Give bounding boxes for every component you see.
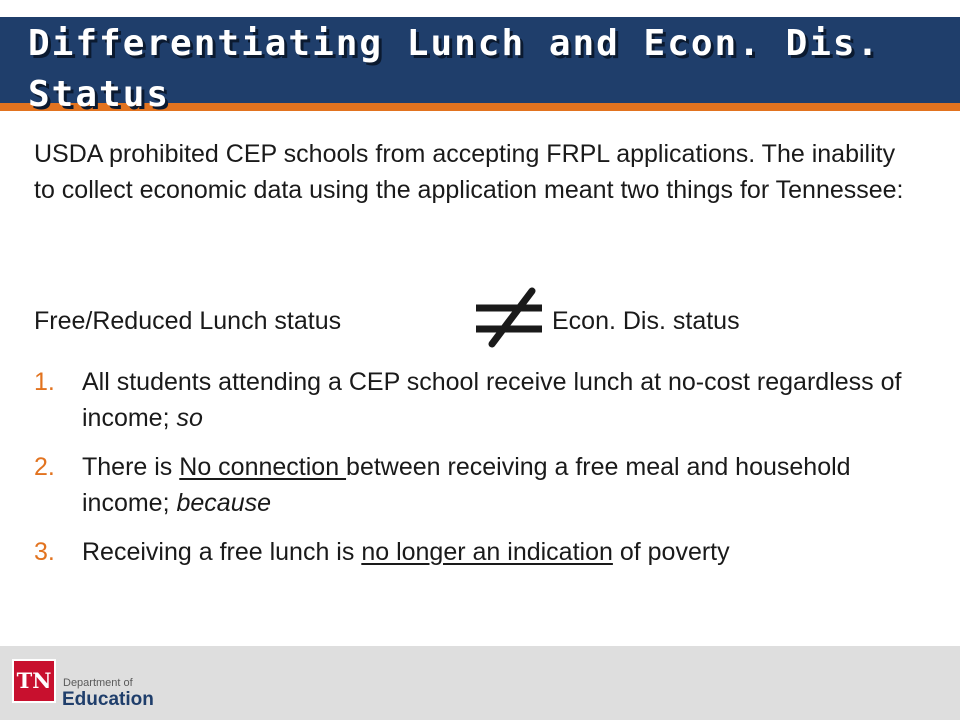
tn-logo: TN xyxy=(12,659,56,703)
comparison-right: Econ. Dis. status xyxy=(552,307,740,335)
point-text-after: between receiving a free meal and household income; xyxy=(82,453,851,517)
slide-title: Differentiating Lunch and Econ. Dis. Status xyxy=(28,23,881,115)
point-emphasis: because xyxy=(176,489,272,517)
point-text-after: of poverty xyxy=(612,538,730,566)
list-item-2 xyxy=(34,449,924,521)
point-underlined: No connection xyxy=(179,453,347,481)
list-item-3 xyxy=(34,534,924,570)
point-text-before: There is xyxy=(82,453,180,481)
top-margin xyxy=(0,0,960,17)
education-label: Education xyxy=(62,689,154,710)
list-number: 3. xyxy=(34,538,55,566)
point-emphasis: so xyxy=(176,404,203,432)
intro-paragraph: USDA prohibited CEP schools from accepting FRPL applications. The inability to collect economic data using the application meant two things for Tennessee: xyxy=(34,140,904,204)
not-equal-icon xyxy=(452,286,552,352)
list-item-1 xyxy=(34,364,924,436)
consequence-list xyxy=(34,364,924,583)
comparison-row xyxy=(34,300,914,344)
comparison-left: Free/Reduced Lunch status xyxy=(34,307,342,335)
point-text: All students attending a CEP school receive lunch at no-cost regardless of income; xyxy=(82,368,902,432)
list-number: 1. xyxy=(34,368,55,396)
list-number: 2. xyxy=(34,453,55,481)
point-text-before: Receiving a free lunch is xyxy=(82,538,362,566)
point-underlined: no longer an indication xyxy=(361,538,613,566)
department-of-label: Department of xyxy=(63,677,133,689)
